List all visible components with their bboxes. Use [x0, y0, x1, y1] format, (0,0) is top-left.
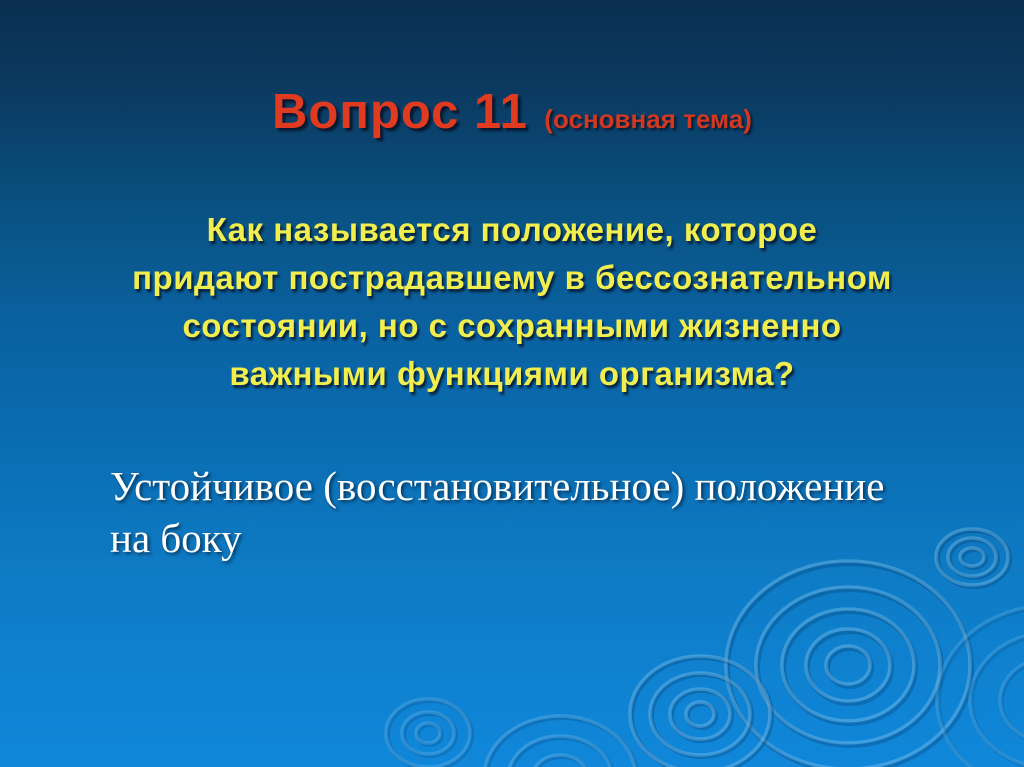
slide-title	[0, 84, 1024, 140]
question-line: состоянии, но с сохранными жизненно	[182, 307, 842, 344]
question-block	[12, 206, 1012, 398]
title-main-text: Вопрос 11	[272, 85, 528, 139]
question-line: Как называется положение, которое	[206, 211, 818, 248]
ripple	[484, 716, 638, 767]
title-subtitle-text: (основная тема)	[544, 104, 752, 134]
question-line: важными функциями организма?	[229, 355, 795, 392]
ripple	[630, 656, 772, 767]
ripple	[386, 699, 472, 767]
ripple	[726, 561, 972, 767]
ripple	[937, 605, 1024, 767]
answer-line: на боку	[110, 515, 242, 561]
question-line: придают пострадавшему в бессознательном	[132, 259, 892, 296]
answer-block	[110, 460, 990, 564]
answer-line: Устойчивое (восстановительное) положение	[110, 463, 885, 509]
